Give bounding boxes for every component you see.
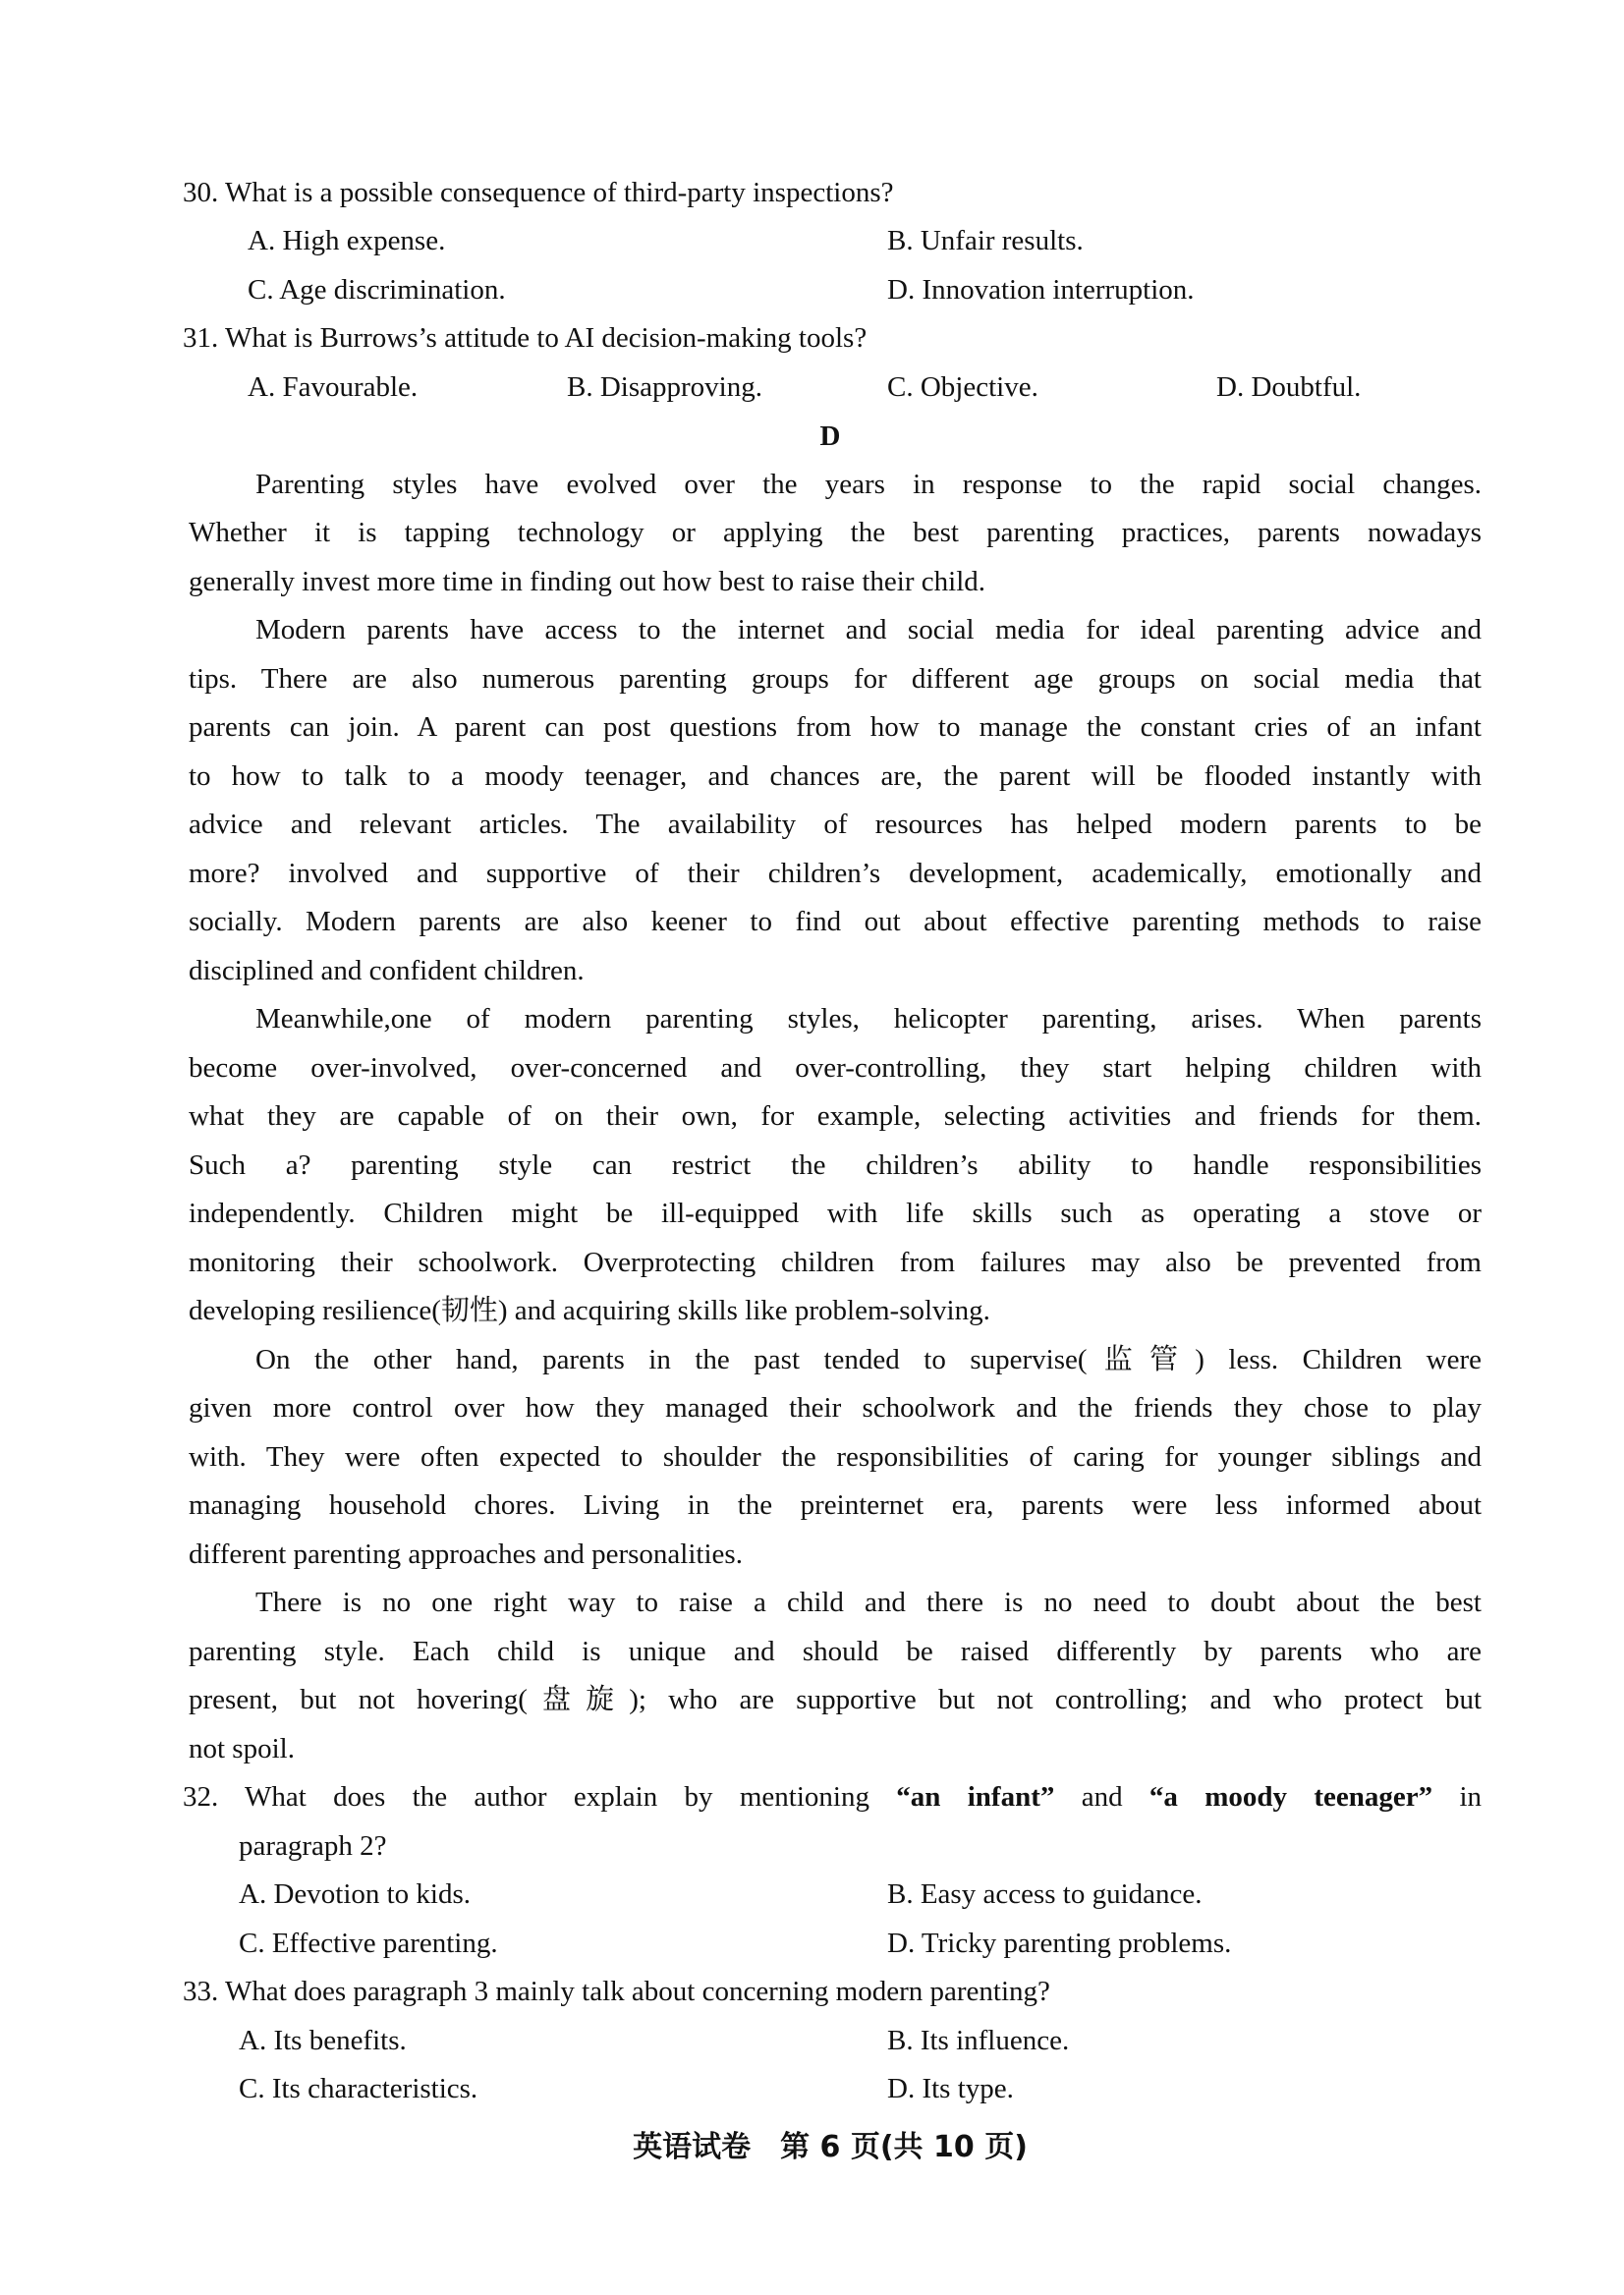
q31-stem: 31. What is Burrows’s attitude to AI decision-making tools? <box>183 322 868 354</box>
paragraph-line: socially. Modern parents are also keener to find out about effective parenting methods to raise <box>189 906 1482 937</box>
paragraph-line: independently. Children might be ill-equipped with life skills such as operating a stove or <box>189 1198 1482 1229</box>
q32-option-c: C. Effective parenting. <box>239 1928 498 1959</box>
q30-stem: 30. What is a possible consequence of third-party inspections? <box>183 177 894 208</box>
paragraph-line: disciplined and confident children. <box>189 955 585 986</box>
q32-option-b: B. Easy access to guidance. <box>887 1878 1203 1910</box>
q32-stem-end: in <box>1432 1781 1483 1813</box>
paragraph-line: parenting style. Each child is unique and should be raised differently by parents who are <box>189 1636 1482 1667</box>
paragraph-line: to how to talk to a moody teenager, and chances are, the parent will be flooded instantly with <box>189 760 1482 792</box>
paragraph-line: what they are capable of on their own, for example, selecting activities and friends for them. <box>189 1100 1482 1132</box>
q33-stem: 33. What does paragraph 3 mainly talk about concerning modern parenting? <box>183 1976 1050 2007</box>
q31-option-b: B. Disapproving. <box>567 371 762 403</box>
paragraph-line: Such a? parenting style can restrict the children’s ability to handle responsibilities <box>189 1149 1482 1181</box>
q33-option-c: C. Its characteristics. <box>239 2073 478 2104</box>
paragraph-line: developing resilience(韧性) and acquiring skills like problem-solving. <box>189 1295 990 1326</box>
paragraph-line: present, but not hovering(盘旋); who are supportive but not controlling; and who protect but <box>189 1684 1482 1715</box>
q30-option-c: C. Age discrimination. <box>248 274 506 306</box>
q32-stem <box>183 1777 1482 1817</box>
paragraph-line: On the other hand, parents in the past tended to supervise(监管) less. Children were <box>255 1344 1482 1375</box>
paragraph-line: tips. There are also numerous parenting groups for different age groups on social media that <box>189 663 1482 695</box>
q30-option-a: A. High expense. <box>248 225 446 256</box>
paragraph-line: more? involved and supportive of their children’s development, academically, emotionally and <box>189 858 1482 889</box>
q32-stem-mid: and <box>1054 1781 1149 1813</box>
paragraph-line: Modern parents have access to the internet and social media for ideal parenting advice and <box>255 614 1482 645</box>
section-title: D <box>819 420 841 452</box>
page-footer: 英语试卷 第 6 页(共 10 页) <box>633 2130 1028 2164</box>
q32-quote-infant: “an infant” <box>896 1781 1055 1813</box>
paragraph-line: parents can join. A parent can post questions from how to manage the constant cries of an infant <box>189 711 1482 743</box>
q30-option-d: D. Innovation interruption. <box>887 274 1195 306</box>
q32-quote-teenager: “a moody teenager” <box>1148 1781 1433 1813</box>
paragraph-line: There is no one right way to raise a child and there is no need to doubt about the best <box>255 1587 1482 1618</box>
paragraph-line: advice and relevant articles. The availability of resources has helped modern parents to be <box>189 809 1482 840</box>
paragraph-line: Meanwhile,one of modern parenting styles, helicopter parenting, arises. When parents <box>255 1003 1482 1035</box>
paragraph-line: Whether it is tapping technology or applying the best parenting practices, parents nowadays <box>189 517 1482 548</box>
paragraph-line: with. They were often expected to shoulder the responsibilities of caring for younger siblings and <box>189 1441 1482 1473</box>
q30-option-b: B. Unfair results. <box>887 225 1084 256</box>
paragraph-line: different parenting approaches and personalities. <box>189 1539 743 1570</box>
paragraph-line: Parenting styles have evolved over the years in response to the rapid social changes. <box>255 469 1482 500</box>
paragraph-line: become over-involved, over-concerned and over-controlling, they start helping children with <box>189 1052 1482 1084</box>
q32-stem-start: 32. What does the author explain by mentioning <box>183 1781 897 1813</box>
q33-option-b: B. Its influence. <box>887 2025 1070 2056</box>
paragraph-line: monitoring their schoolwork. Overprotecting children from failures may also be prevented from <box>189 1247 1482 1278</box>
paragraph-line: given more control over how they managed their schoolwork and the friends they chose to play <box>189 1392 1482 1424</box>
paragraph-line: generally invest more time in finding out how best to raise their child. <box>189 566 986 597</box>
q32-option-d: D. Tricky parenting problems. <box>887 1928 1232 1959</box>
paragraph-line: not spoil. <box>189 1733 295 1764</box>
q33-option-d: D. Its type. <box>887 2073 1014 2104</box>
q33-option-a: A. Its benefits. <box>239 2025 407 2056</box>
q32-stem-line2: paragraph 2? <box>239 1830 387 1862</box>
q31-option-a: A. Favourable. <box>248 371 419 403</box>
paragraph-line: managing household chores. Living in the preinternet era, parents were less informed about <box>189 1489 1482 1521</box>
q31-option-d: D. Doubtful. <box>1216 371 1362 403</box>
q31-option-c: C. Objective. <box>887 371 1038 403</box>
q32-option-a: A. Devotion to kids. <box>239 1878 472 1910</box>
